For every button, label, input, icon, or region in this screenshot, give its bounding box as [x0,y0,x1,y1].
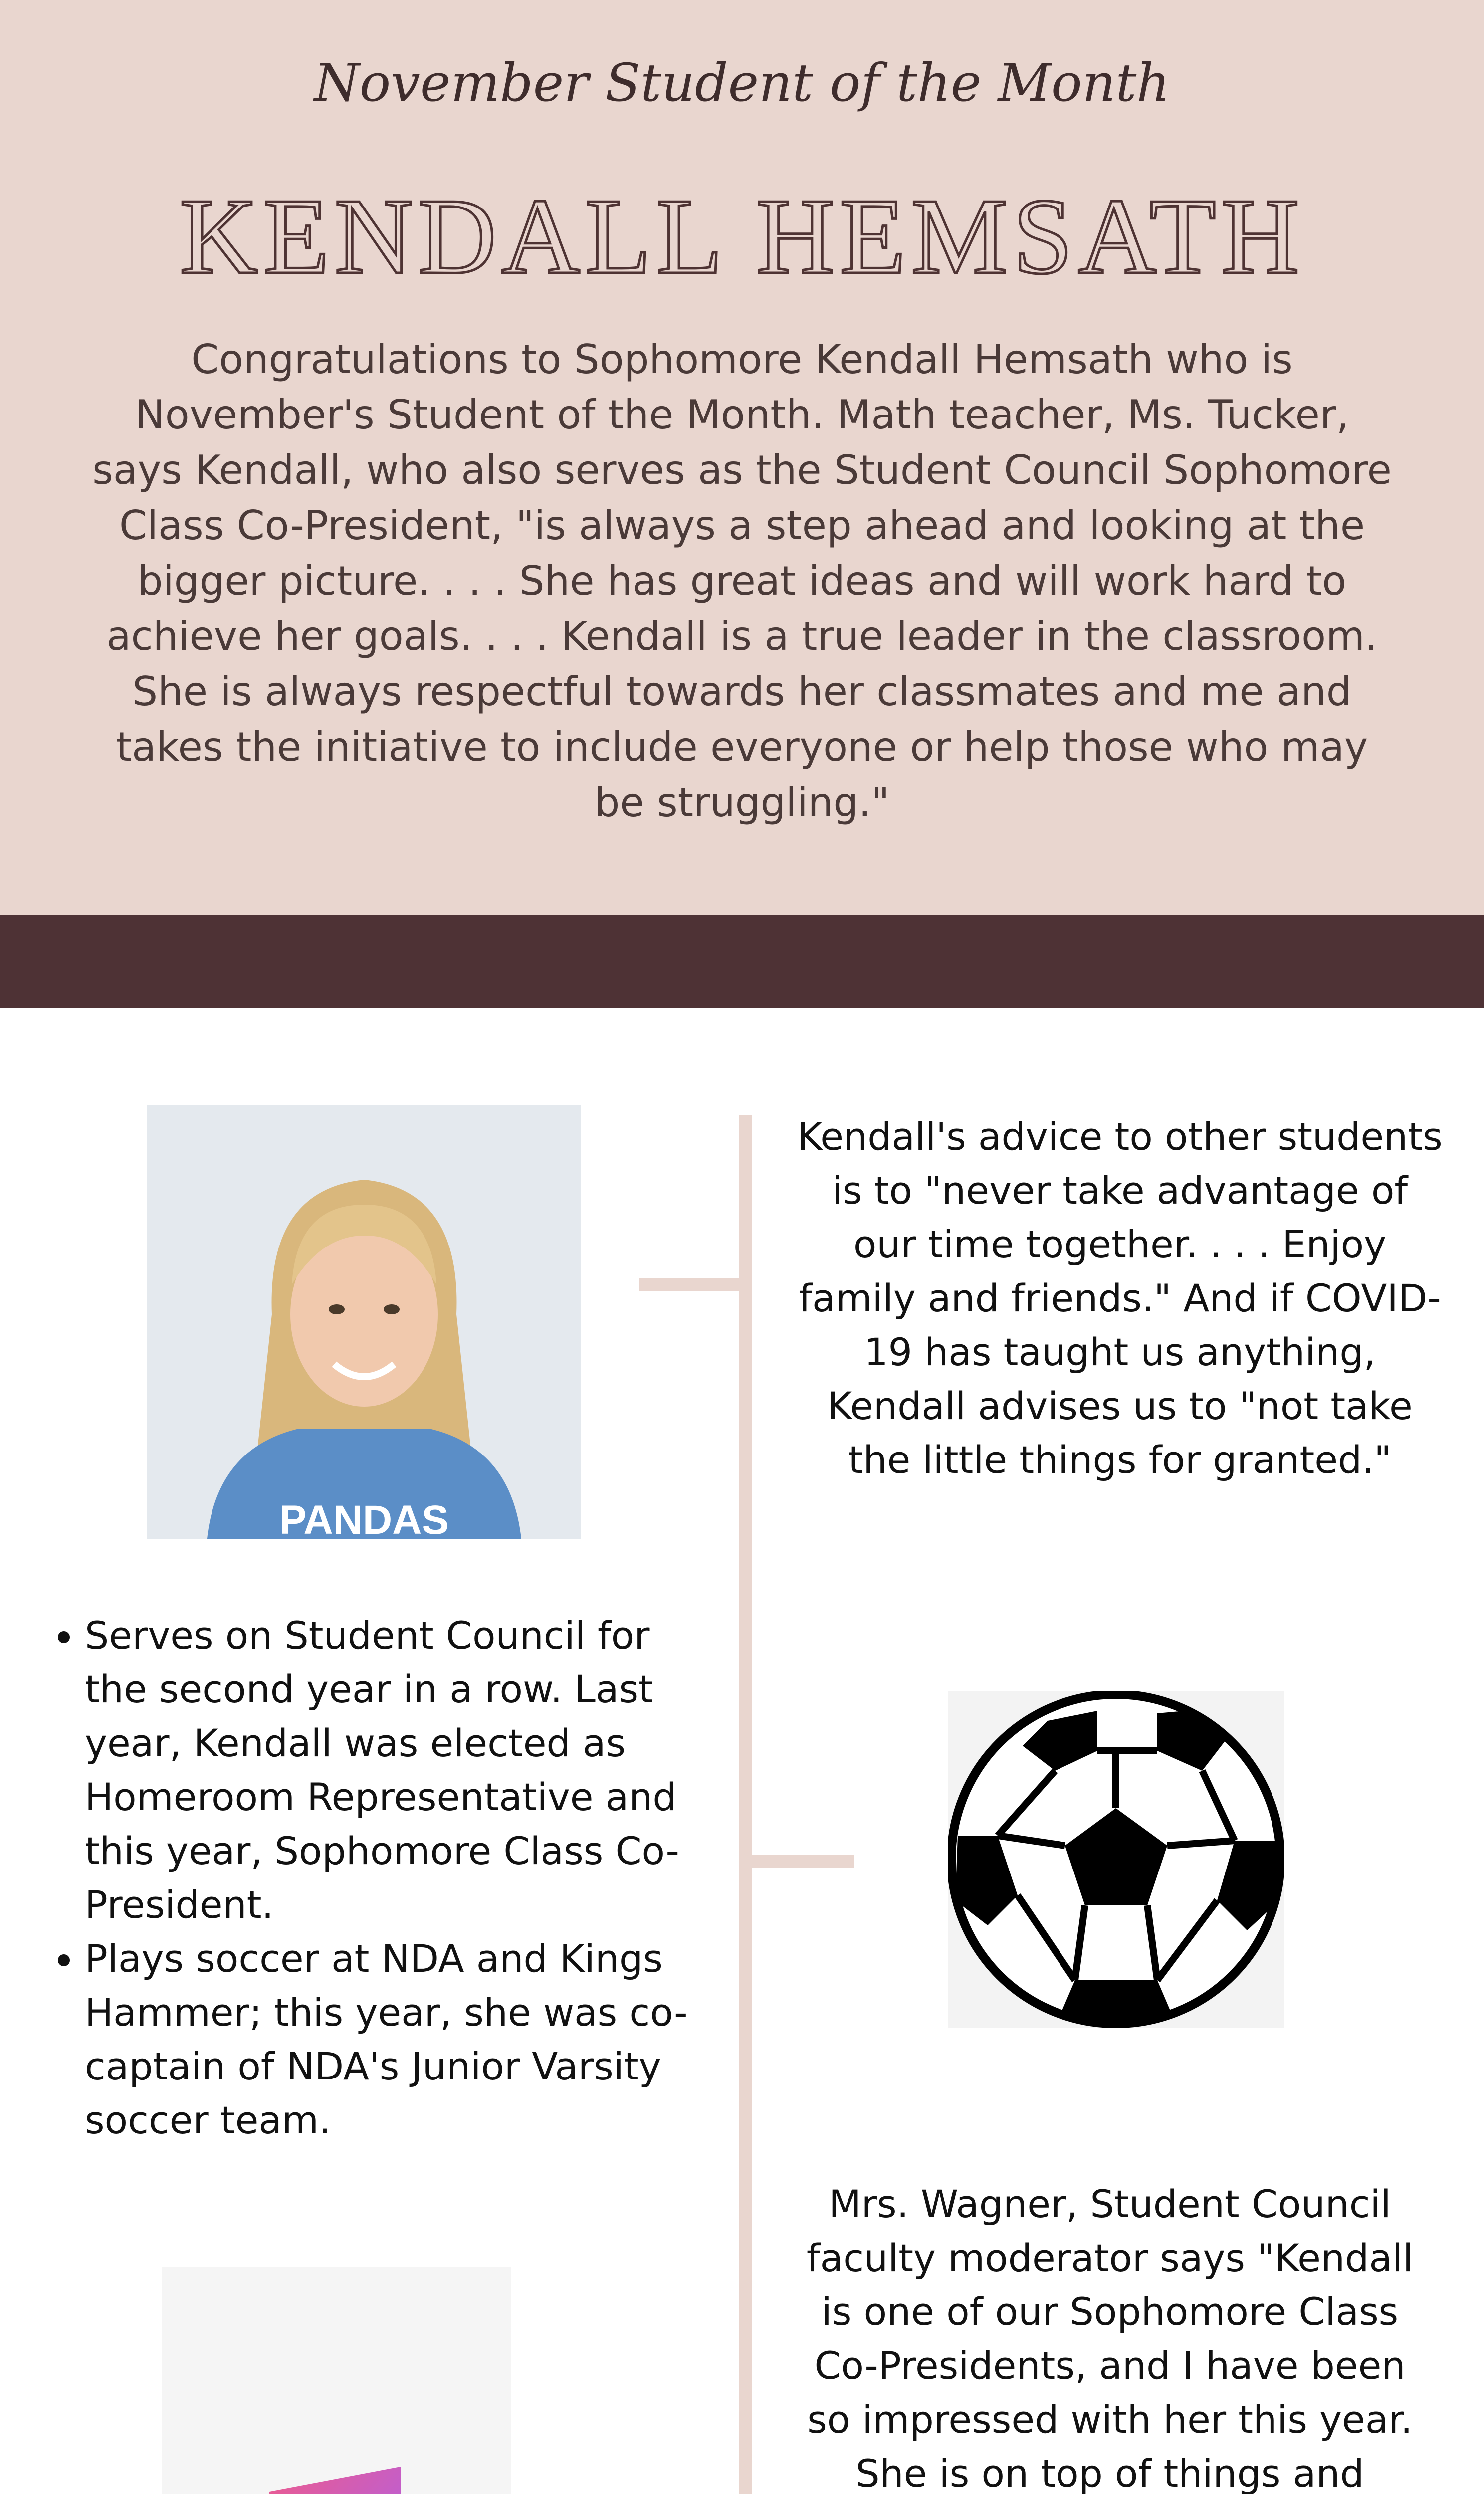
timeline-connector [752,1855,854,1868]
divider-band [0,915,1484,1008]
timeline-connector [639,1278,739,1291]
soccer-ball-icon [948,1691,1284,2028]
music-image [162,2267,511,2494]
achievements-list [40,1609,698,2147]
student-photo [147,1105,581,1539]
student-portrait [147,1105,581,1539]
achievement-item: • Serves on Student Council for the second year in a row. Last year, Kendall was elected as Homeroom Representative and this year, Sophomore Class Co-President. [85,1609,698,1932]
photo-shirt-text: PANDAS [279,1497,449,1539]
student-name: KENDALL HEMSATH [179,177,1305,297]
wagner-quote: Mrs. Wagner, Student Council faculty moderator says "Kendall is one of our Sophomore Class Co-Presidents, and I have been so impressed with her this year. She is on top of things and [806,2182,1414,2494]
soccer-image [948,1691,1284,2028]
header-section [0,0,1484,915]
music-note-icon [162,2267,511,2494]
intro-paragraph: Congratulations to Sophomore Kendall Hemsath who is November's Student of the Month. Math teacher, Ms. Tucker, says Kendall, who also serves as the Student Council Sophomore Class Co-President, "is always a step ahead and looking at the bigger picture. . . . She has great ideas and will work hard to achieve her goals. . . . Kendall is a true leader in the classroom. She is always respectful towards her classmates and me and takes the initiative to include everyone or help those who may be struggling." [92,336,1392,826]
achievement-item: • Plays soccer at NDA and Kings Hammer; this year, she was co-captain of NDA's Junior Varsity soccer team. [85,1932,698,2147]
timeline-line [739,1115,752,2494]
advice-text: Kendall's advice to other students is to "never take advantage of our time together. . . . Enjoy family and friends." And if COVID-19 has taught us anything, Kendall advises us to "not take the little things for granted." [797,1114,1443,1482]
header-kicker: November Student of the Month [314,52,1170,113]
